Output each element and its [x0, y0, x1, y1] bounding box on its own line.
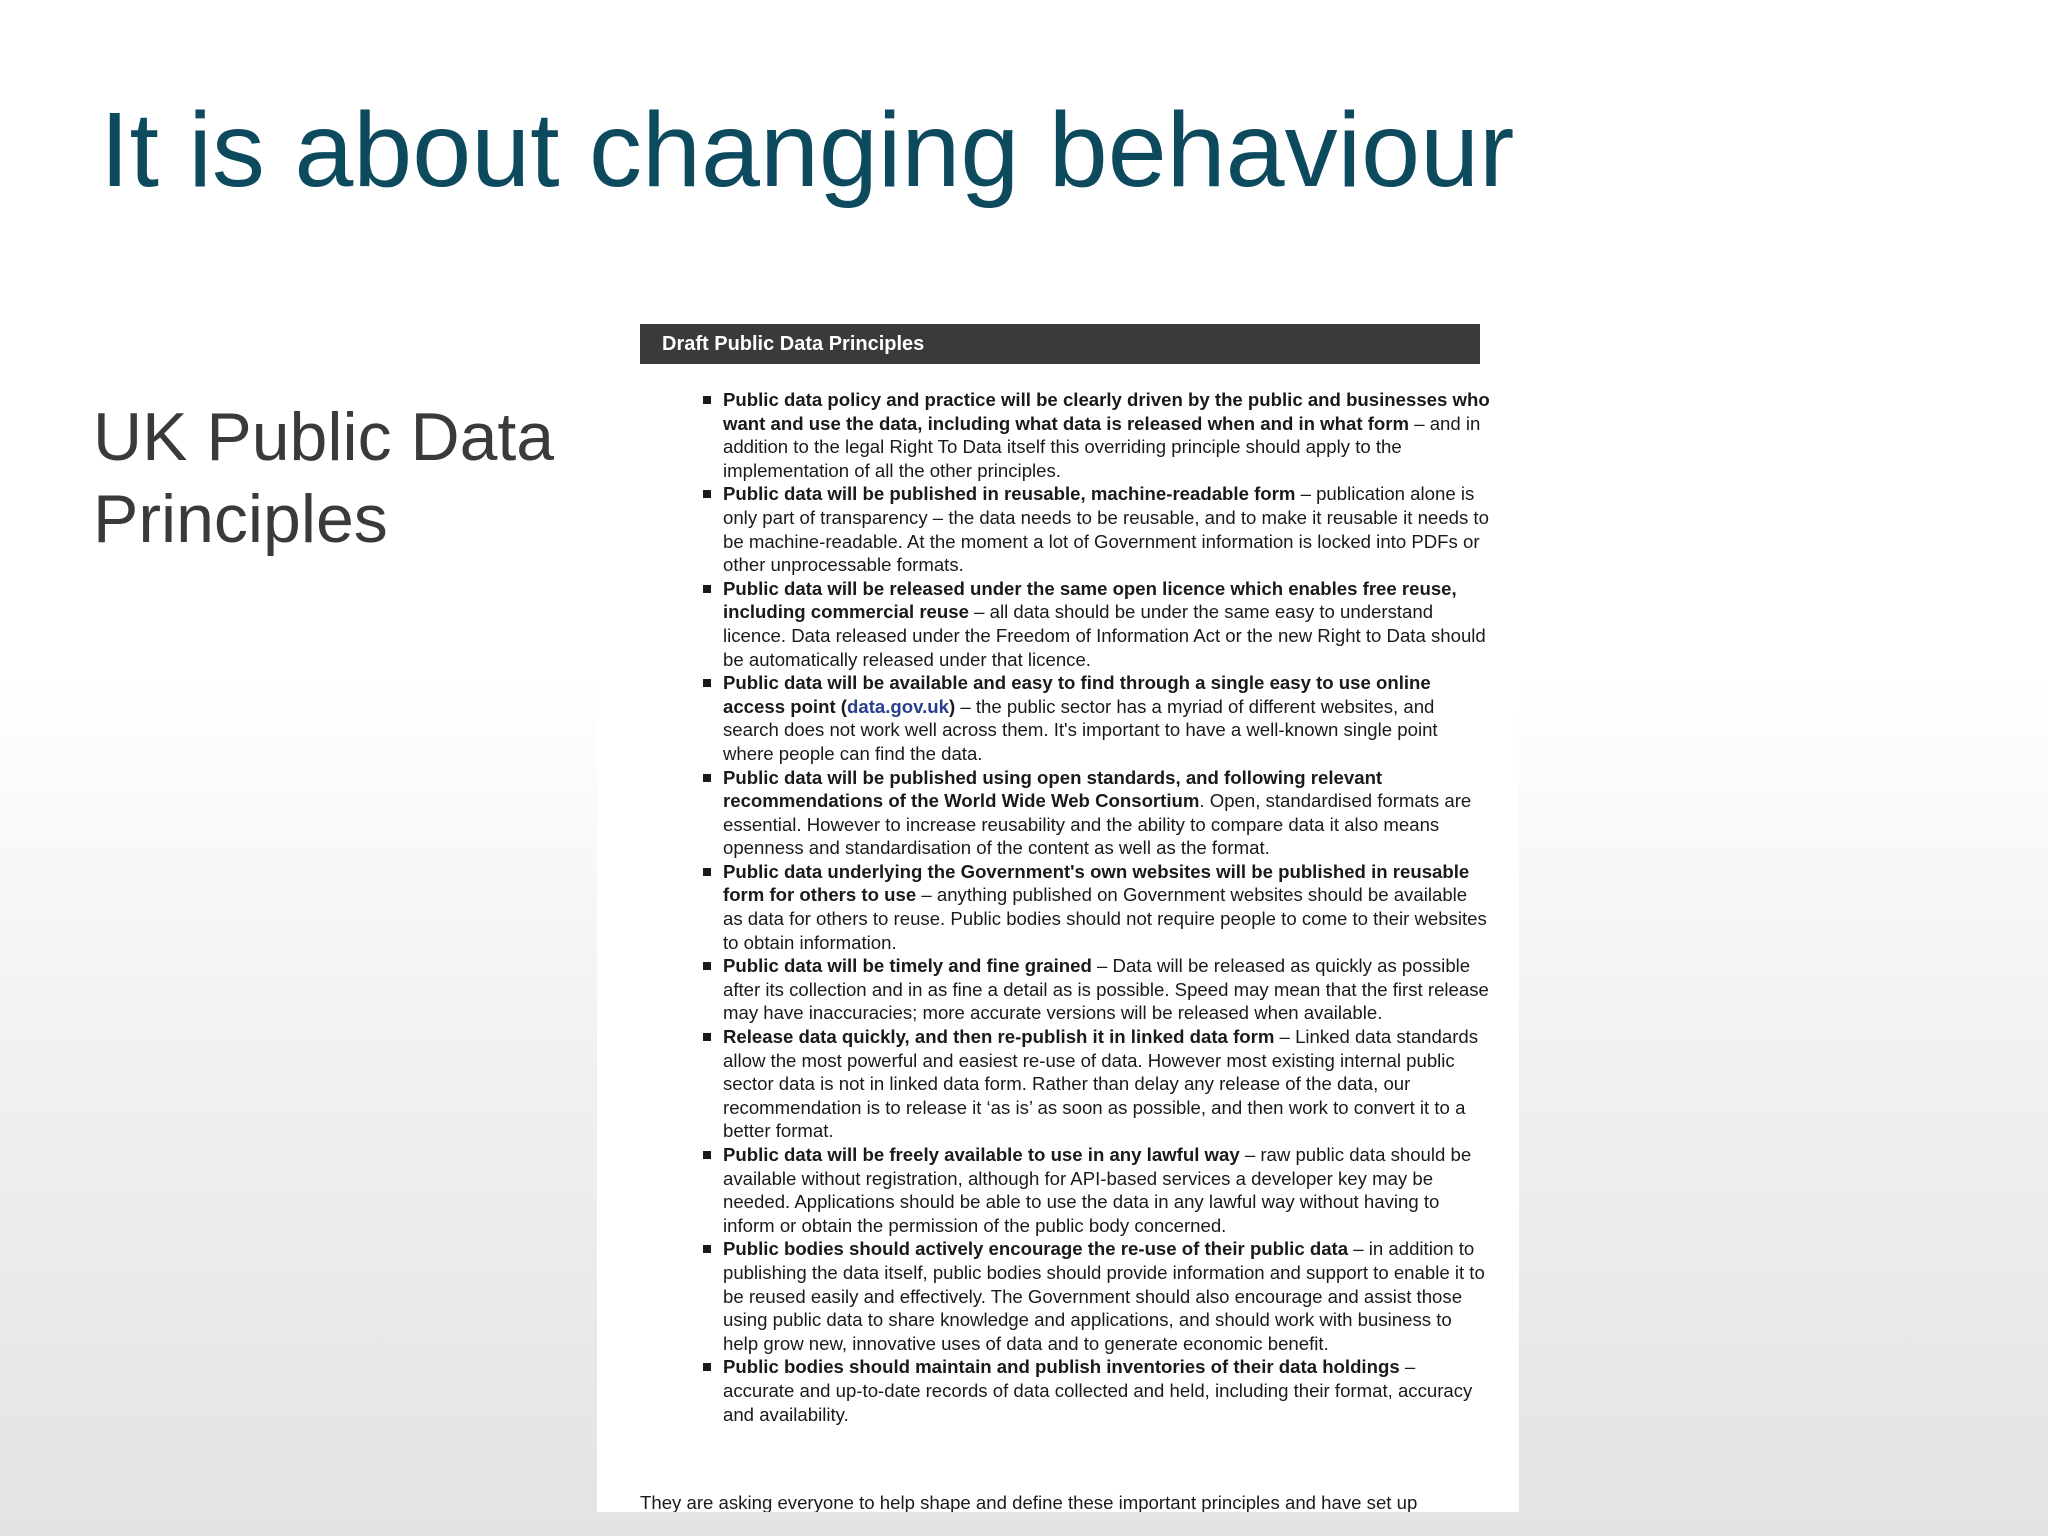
principle-bold: Public data will be freely available to use in any lawful way: [723, 1144, 1240, 1165]
document-image: [597, 312, 1519, 1512]
list-item: [723, 766, 1491, 860]
principle-bold: Public bodies should actively encourage the re-use of their public data: [723, 1238, 1349, 1260]
slide-title: It is about changing behaviour: [100, 91, 1515, 209]
principle-bold: Public data will be published using open standards, and following relevant recommendations of the World Wide Web Consortium: [723, 766, 1383, 812]
list-item: [723, 1143, 1491, 1237]
list-item: [723, 954, 1491, 1025]
principle-bold: Public bodies should maintain and publish inventories of their data holdings: [723, 1356, 1400, 1378]
document-header: Draft Public Data Principles: [640, 324, 1480, 364]
side-label: UK Public Data Principles: [93, 399, 555, 557]
principle-bold: Public data will be released under the same open licence which enables free reuse, including commercial reuse: [723, 577, 1457, 623]
principle-bold: Public data will be published in reusable, machine-readable form: [723, 483, 1296, 505]
principle-text: – accurate and up-to-date records of data collected and held, including their format, accuracy and availability.: [723, 1356, 1473, 1425]
principle-text: – anything published on Government websites should be available as data for others to reuse. Public bodies should not require people to come to their websites to obtain information.: [723, 884, 1487, 953]
list-item: [723, 860, 1491, 954]
list-item: [723, 1025, 1491, 1143]
principle-text: – publication alone is only part of transparency – the data needs to be reusable, and to make it reusable it needs to be machine-readable. At the moment a lot of Government information is locked into PDFs or other unprocessable formats.: [723, 483, 1489, 576]
principle-text: – the public sector has a myriad of different websites, and search does not work well across them. It's important to have a well-known single point where people can find the data.: [723, 695, 1438, 764]
document-footer: They are asking everyone to help shape and define these important principles and have set up: [640, 1492, 1418, 1512]
principle-bold: Public data underlying the Government's own websites will be published in reusable form for others to use: [723, 860, 1470, 906]
principle-text: . Open, standardised formats are essential. However to increase reusability and the ability to compare data it also means openness and standardisation of the content as well as the format.: [723, 790, 1472, 859]
principle-text: – Data will be released as quickly as possible after its collection and in as fine a detail as is possible. Speed may mean that the first release may have inaccuracies; more accurate versions will be released when available.: [723, 955, 1489, 1024]
data-gov-uk-link[interactable]: data.gov.uk: [847, 695, 949, 717]
principle-bold: Public data will be available and easy to find through a single easy to use online access point (: [723, 672, 1431, 717]
principles-list: [723, 388, 1491, 1426]
principle-bold: Public data will be timely and fine grained: [723, 955, 1092, 977]
list-item: [723, 482, 1491, 576]
principle-text: – raw public data should be available without registration, although for API-based services a developer key may be needed. Applications should be able to use the data in any lawful way without having to inform or obtain the permission of the public body concerned.: [723, 1144, 1472, 1236]
list-item: [723, 388, 1491, 482]
principle-text: – Linked data standards allow the most powerful and easiest re-use of data. However most existing internal public sector data is not in linked data form. Rather than delay any release of the data, our recommendation is to release it ‘as is’ as soon as possible, and then work to convert it to a better format.: [723, 1026, 1479, 1142]
principle-text: – all data should be under the same easy to understand licence. Data released under the Freedom of Information Act or the new Right to Data should be automatically released under that licence.: [723, 601, 1486, 670]
list-item: [723, 1355, 1491, 1426]
principle-bold: Public data policy and practice will be clearly driven by the public and businesses who want and use the data, including what data is released when and in what form: [723, 389, 1490, 434]
principle-text: – in addition to publishing the data itself, public bodies should provide information and support to enable it to be reused easily and effectively. The Government should also encourage and assist those using public data to share knowledge and applications, and should work with business to help grow new, innovative uses of data and to generate economic benefit.: [723, 1238, 1485, 1354]
principle-bold: Release data quickly, and then re-publish it in linked data form: [723, 1026, 1275, 1048]
list-item: [723, 1237, 1491, 1355]
list-item: [723, 671, 1491, 765]
list-item: [723, 577, 1491, 671]
principle-text: – and in addition to the legal Right To Data itself this overriding principle should apply to the implementation of all the other principles.: [723, 412, 1481, 481]
principle-bold-close: ): [948, 695, 956, 717]
